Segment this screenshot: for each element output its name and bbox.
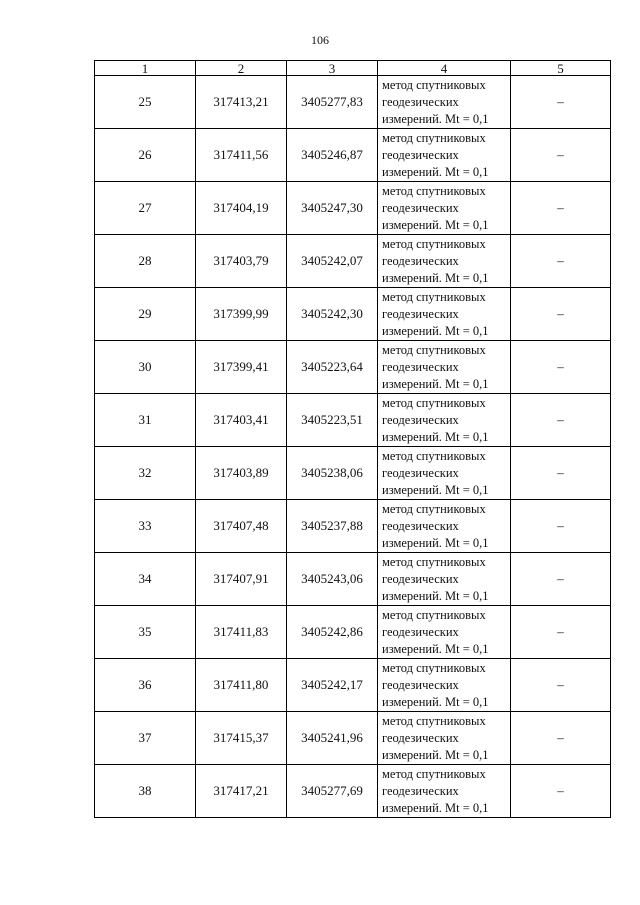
y-coordinate-cell: 3405242,07 — [287, 235, 378, 288]
table-row — [95, 553, 611, 606]
y-coordinate-cell: 3405242,86 — [287, 606, 378, 659]
y-coordinate-cell: 3405238,06 — [287, 447, 378, 500]
method-cell: метод спутниковых геодезических измерений. Mt = 0,1 — [378, 129, 511, 182]
method-cell: метод спутниковых геодезических измерений. Mt = 0,1 — [378, 182, 511, 235]
y-coordinate-cell: 3405242,17 — [287, 659, 378, 712]
y-coordinate-cell: 3405223,51 — [287, 394, 378, 447]
method-cell: метод спутниковых геодезических измерений. Mt = 0,1 — [378, 76, 511, 129]
point-number-cell: 30 — [95, 341, 196, 394]
table-body — [95, 76, 611, 818]
x-coordinate-cell: 317399,41 — [196, 341, 287, 394]
table-row — [95, 500, 611, 553]
note-cell: – — [511, 606, 611, 659]
table-row — [95, 341, 611, 394]
x-coordinate-cell: 317403,79 — [196, 235, 287, 288]
y-coordinate-cell: 3405247,30 — [287, 182, 378, 235]
note-cell: – — [511, 659, 611, 712]
x-coordinate-cell: 317407,48 — [196, 500, 287, 553]
method-cell: метод спутниковых геодезических измерений. Mt = 0,1 — [378, 447, 511, 500]
method-cell: метод спутниковых геодезических измерений. Mt = 0,1 — [378, 659, 511, 712]
point-number-cell: 37 — [95, 712, 196, 765]
table-row — [95, 76, 611, 129]
y-coordinate-cell: 3405277,83 — [287, 76, 378, 129]
method-cell: метод спутниковых геодезических измерений. Mt = 0,1 — [378, 765, 511, 818]
y-coordinate-cell: 3405242,30 — [287, 288, 378, 341]
x-coordinate-cell: 317415,37 — [196, 712, 287, 765]
table-row — [95, 129, 611, 182]
y-coordinate-cell: 3405237,88 — [287, 500, 378, 553]
note-cell: – — [511, 765, 611, 818]
column-header-3: 3 — [287, 61, 378, 76]
table-row — [95, 182, 611, 235]
method-cell: метод спутниковых геодезических измерений. Mt = 0,1 — [378, 235, 511, 288]
y-coordinate-cell: 3405223,64 — [287, 341, 378, 394]
table-header-row — [95, 61, 611, 76]
method-cell: метод спутниковых геодезических измерений. Mt = 0,1 — [378, 712, 511, 765]
table-row — [95, 606, 611, 659]
point-number-cell: 33 — [95, 500, 196, 553]
point-number-cell: 27 — [95, 182, 196, 235]
y-coordinate-cell: 3405241,96 — [287, 712, 378, 765]
note-cell: – — [511, 553, 611, 606]
note-cell: – — [511, 182, 611, 235]
table-row — [95, 712, 611, 765]
x-coordinate-cell: 317403,89 — [196, 447, 287, 500]
x-coordinate-cell: 317404,19 — [196, 182, 287, 235]
x-coordinate-cell: 317403,41 — [196, 394, 287, 447]
x-coordinate-cell: 317413,21 — [196, 76, 287, 129]
y-coordinate-cell: 3405277,69 — [287, 765, 378, 818]
point-number-cell: 32 — [95, 447, 196, 500]
table-row — [95, 235, 611, 288]
x-coordinate-cell: 317399,99 — [196, 288, 287, 341]
method-cell: метод спутниковых геодезических измерений. Mt = 0,1 — [378, 394, 511, 447]
y-coordinate-cell: 3405246,87 — [287, 129, 378, 182]
point-number-cell: 26 — [95, 129, 196, 182]
point-number-cell: 31 — [95, 394, 196, 447]
table-row — [95, 394, 611, 447]
point-number-cell: 38 — [95, 765, 196, 818]
point-number-cell: 35 — [95, 606, 196, 659]
point-number-cell: 29 — [95, 288, 196, 341]
note-cell: – — [511, 500, 611, 553]
method-cell: метод спутниковых геодезических измерений. Mt = 0,1 — [378, 606, 511, 659]
note-cell: – — [511, 288, 611, 341]
note-cell: – — [511, 394, 611, 447]
note-cell: – — [511, 712, 611, 765]
point-number-cell: 25 — [95, 76, 196, 129]
coordinates-table — [94, 60, 611, 818]
point-number-cell: 34 — [95, 553, 196, 606]
table-row — [95, 765, 611, 818]
note-cell: – — [511, 76, 611, 129]
x-coordinate-cell: 317411,80 — [196, 659, 287, 712]
note-cell: – — [511, 235, 611, 288]
table-row — [95, 659, 611, 712]
x-coordinate-cell: 317411,56 — [196, 129, 287, 182]
note-cell: – — [511, 341, 611, 394]
method-cell: метод спутниковых геодезических измерений. Mt = 0,1 — [378, 341, 511, 394]
y-coordinate-cell: 3405243,06 — [287, 553, 378, 606]
column-header-5: 5 — [511, 61, 611, 76]
note-cell: – — [511, 129, 611, 182]
note-cell: – — [511, 447, 611, 500]
x-coordinate-cell: 317417,21 — [196, 765, 287, 818]
column-header-2: 2 — [196, 61, 287, 76]
column-header-1: 1 — [95, 61, 196, 76]
point-number-cell: 36 — [95, 659, 196, 712]
column-header-4: 4 — [378, 61, 511, 76]
point-number-cell: 28 — [95, 235, 196, 288]
method-cell: метод спутниковых геодезических измерений. Mt = 0,1 — [378, 288, 511, 341]
method-cell: метод спутниковых геодезических измерений. Mt = 0,1 — [378, 553, 511, 606]
x-coordinate-cell: 317411,83 — [196, 606, 287, 659]
method-cell: метод спутниковых геодезических измерений. Mt = 0,1 — [378, 500, 511, 553]
table-row — [95, 288, 611, 341]
table-row — [95, 447, 611, 500]
x-coordinate-cell: 317407,91 — [196, 553, 287, 606]
page-number: 106 — [311, 33, 329, 47]
